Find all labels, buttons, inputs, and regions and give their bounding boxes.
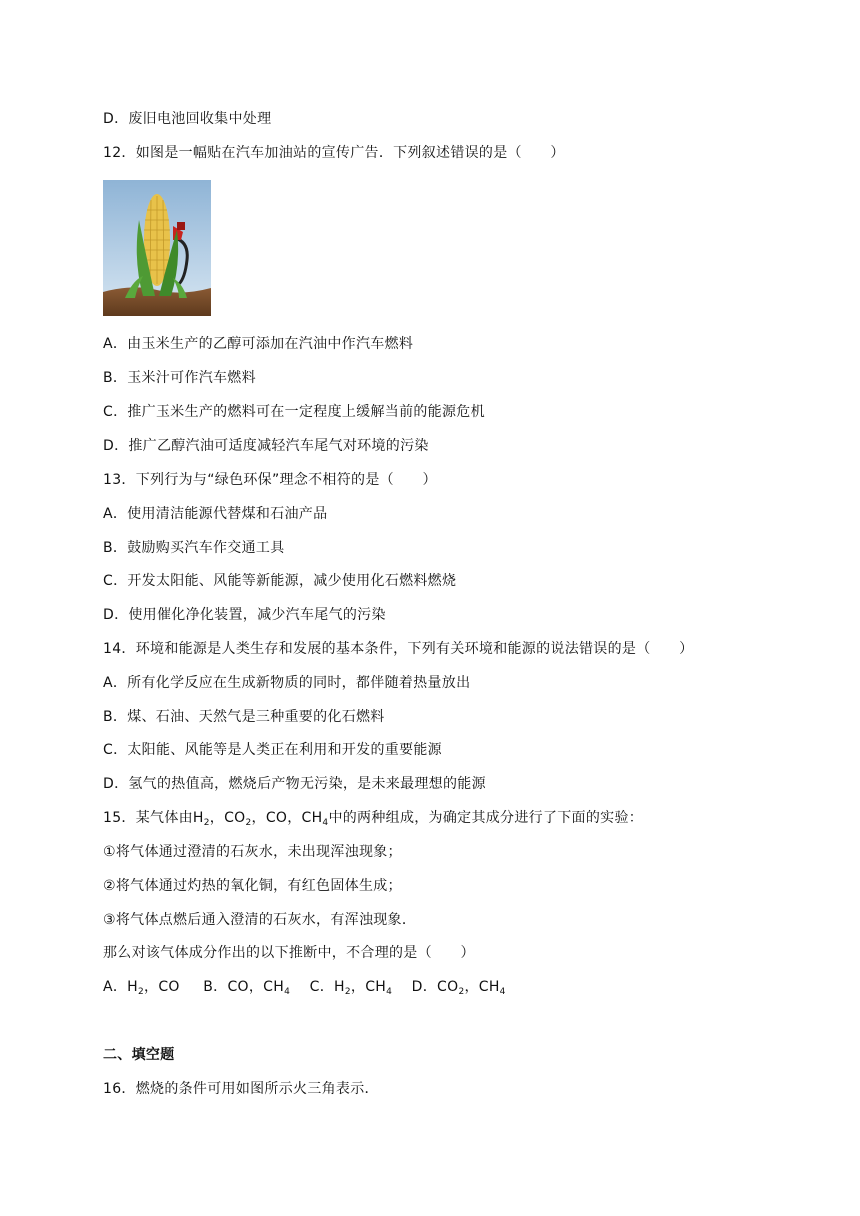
q15-stem-part: 15．某气体由H bbox=[103, 810, 204, 826]
q15-option-c-part: C．H bbox=[309, 979, 345, 995]
q15-option-c-part: ，CH bbox=[350, 979, 387, 995]
q16-stem: 16．燃烧的条件可用如图所示火三角表示． bbox=[103, 1081, 379, 1097]
q12-option-a: A．由玉米生产的乙醇可添加在汽油中作汽车燃料 bbox=[103, 336, 414, 352]
q13-stem: 13．下列行为与“绿色环保”理念不相符的是（ ） bbox=[103, 472, 437, 488]
q15-stem bbox=[103, 808, 643, 828]
q15-option-d-part: ，CH bbox=[464, 979, 500, 995]
q15-option-c bbox=[310, 979, 392, 995]
q13-option-b: B．鼓励购买汽车作交通工具 bbox=[103, 540, 285, 556]
q15-options bbox=[103, 977, 506, 997]
q13-option-c: C．开发太阳能、风能等新能源，减少使用化石燃料燃烧 bbox=[103, 573, 457, 589]
q15-question: 那么对该气体成分作出的以下推断中，不合理的是（ ） bbox=[103, 945, 475, 961]
q15-stem-part: ，CO bbox=[209, 810, 246, 826]
subscript: 4 bbox=[499, 987, 506, 997]
subscript: 2 bbox=[138, 987, 145, 997]
q15-option-b bbox=[203, 979, 290, 995]
subscript: 2 bbox=[458, 987, 465, 997]
subscript: 4 bbox=[386, 987, 393, 997]
q12-option-c: C．推广玉米生产的燃料可在一定程度上缓解当前的能源危机 bbox=[103, 404, 485, 420]
q15-option-d-part: D．CO bbox=[411, 979, 459, 995]
subscript: 2 bbox=[344, 987, 351, 997]
q15-step-1: ①将气体通过澄清的石灰水，未出现浑浊现象； bbox=[103, 844, 402, 860]
section-title-fill-in: 二、填空题 bbox=[103, 1047, 175, 1063]
q13-option-d: D．使用催化净化装置，减少汽车尾气的污染 bbox=[103, 607, 386, 623]
q15-option-d bbox=[412, 979, 506, 995]
q15-stem-part: 中的两种组成，为确定其成分进行了下面的实验： bbox=[328, 810, 644, 826]
subscript: 4 bbox=[284, 987, 291, 997]
q15-option-b-part: B．CO，CH bbox=[203, 979, 285, 995]
q11-option-d: D．废旧电池回收集中处理 bbox=[103, 111, 272, 127]
subscript: 2 bbox=[245, 818, 252, 828]
q14-option-d: D．氢气的热值高，燃烧后产物无污染，是未来最理想的能源 bbox=[103, 776, 486, 792]
q14-option-c: C．太阳能、风能等是人类正在利用和开发的重要能源 bbox=[103, 742, 442, 758]
q14-option-a: A．所有化学反应在生成新物质的同时，都伴随着热量放出 bbox=[103, 675, 471, 691]
q15-option-a-part: ，CO bbox=[144, 979, 180, 995]
q12-stem: 12．如图是一幅贴在汽车加油站的宣传广告．下列叙述错误的是（ ） bbox=[103, 145, 565, 161]
subscript: 2 bbox=[203, 818, 210, 828]
corn-fuel-advertisement-image bbox=[103, 180, 211, 316]
q15-option-a bbox=[103, 979, 180, 995]
subscript: 4 bbox=[322, 818, 329, 828]
q14-stem: 14．环境和能源是人类生存和发展的基本条件，下列有关环境和能源的说法错误的是（ ） bbox=[103, 641, 694, 657]
q15-step-2: ②将气体通过灼热的氧化铜，有红色固体生成； bbox=[103, 878, 402, 894]
q15-stem-part: ，CO，CH bbox=[251, 810, 323, 826]
q13-option-a: A．使用清洁能源代替煤和石油产品 bbox=[103, 506, 328, 522]
q15-step-3: ③将气体点燃后通入澄清的石灰水，有浑浊现象． bbox=[103, 912, 417, 928]
q14-option-b: B．煤、石油、天然气是三种重要的化石燃料 bbox=[103, 709, 385, 725]
q15-option-a-part: A．H bbox=[103, 979, 139, 995]
q12-option-d: D．推广乙醇汽油可适度减轻汽车尾气对环境的污染 bbox=[103, 438, 429, 454]
q12-option-b: B．玉米汁可作汽车燃料 bbox=[103, 370, 256, 386]
